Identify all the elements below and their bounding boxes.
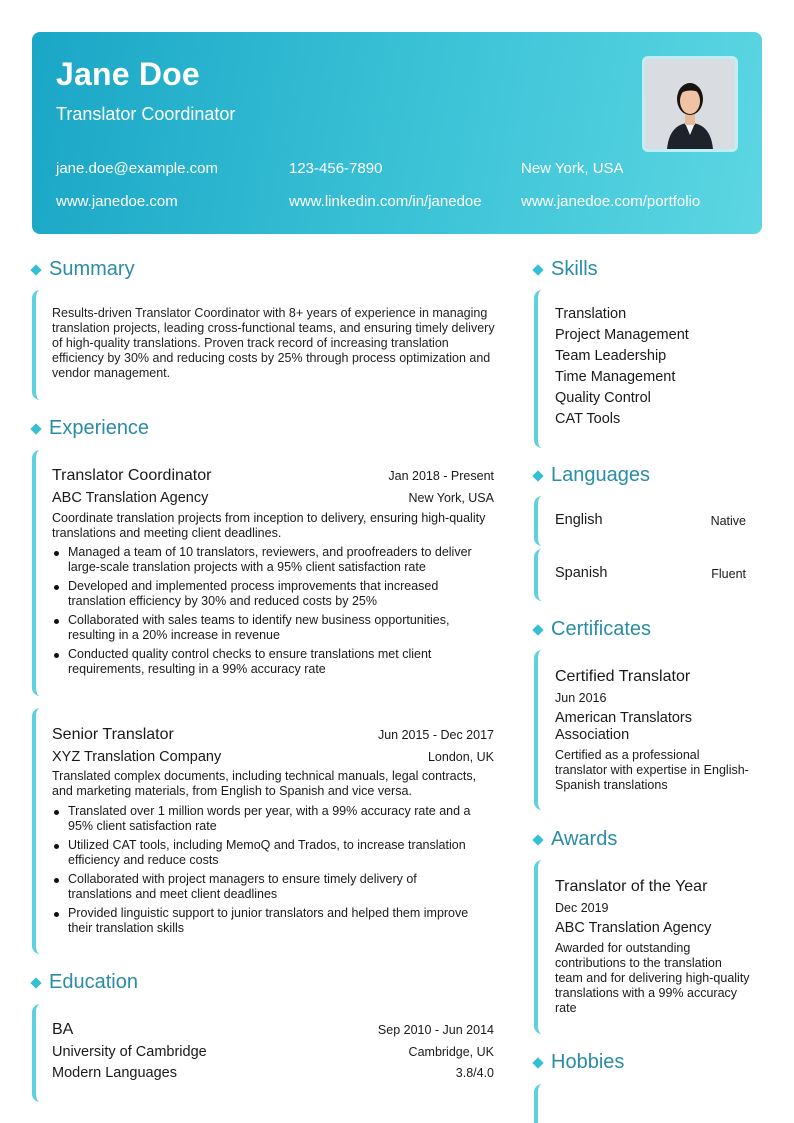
skill-item: Team Leadership — [555, 348, 667, 364]
experience-heading: Experience — [30, 417, 149, 440]
phone-number: 123-456-7890 — [289, 160, 383, 177]
job-title: Senior Translator — [52, 726, 174, 743]
job-location: London, UK — [427, 750, 494, 764]
skill-item: Quality Control — [555, 390, 651, 406]
certificate-date: Jun 2016 — [555, 691, 607, 705]
diamond-icon — [532, 264, 543, 275]
school-name: University of Cambridge — [52, 1044, 207, 1060]
job-date: Jun 2015 - Dec 2017 — [377, 728, 494, 742]
diamond-icon — [30, 264, 41, 275]
award-description: Awarded for outstanding contributions to the translation team and for delivering high-quality translations with a 99% accuracy rate — [555, 941, 750, 1015]
person-photo-icon — [645, 59, 735, 149]
list-item: Provided linguistic support to junior translators and helped them improve their translation skills — [52, 906, 482, 936]
languages-heading: Languages — [532, 464, 650, 487]
location-text: New York, USA — [521, 160, 624, 177]
summary-text: Results-driven Translator Coordinator with 8+ years of experience in managing translation projects, leading cross-functional teams, and ensuring timely delivery of high-quality translations. Proven track record of increasing translation efficiency by 30% and reducing costs by 25% through process optimization and vendor management. — [52, 306, 495, 380]
skill-item: Project Management — [555, 327, 689, 343]
language-accent-bar — [534, 496, 544, 546]
job-description: Translated complex documents, including technical manuals, legal contracts, and marketing materials, from English to Spanish and vice versa. — [52, 769, 477, 798]
gpa: 3.8/4.0 — [455, 1066, 494, 1080]
job-company: ABC Translation Agency — [52, 490, 209, 506]
education-date: Sep 2010 - Jun 2014 — [377, 1023, 494, 1037]
awards-heading: Awards — [532, 828, 617, 851]
job-bullets — [52, 545, 482, 681]
language-accent-bar — [534, 549, 544, 601]
list-item: Collaborated with sales teams to identify new business opportunities, resulting in a 20% increase in revenue — [52, 613, 482, 643]
skills-heading: Skills — [532, 258, 598, 281]
summary-accent-bar — [32, 290, 42, 400]
list-item: Utilized CAT tools, including MemoQ and Trados, to increase translation efficiency and reduce costs — [52, 838, 482, 868]
skill-item: Time Management — [555, 369, 676, 385]
award-title: Translator of the Year — [555, 878, 708, 895]
list-item: Collaborated with project managers to ensure timely delivery of translations and meet client deadlines — [52, 872, 482, 902]
language-level: Fluent — [711, 567, 746, 581]
certificate-title: Certified Translator — [555, 668, 691, 685]
profile-photo — [642, 56, 738, 152]
list-item: Translated over 1 million words per year, with a 99% accuracy rate and a 95% client satisfaction rate — [52, 804, 482, 834]
language-level: Native — [710, 514, 746, 528]
job-location: New York, USA — [408, 491, 494, 505]
experience-accent-bar — [32, 708, 42, 954]
candidate-name: Jane Doe — [56, 56, 200, 92]
diamond-icon — [532, 1057, 543, 1068]
hobbies-heading: Hobbies — [532, 1051, 624, 1074]
field-of-study: Modern Languages — [52, 1065, 177, 1081]
certificate-accent-bar — [534, 650, 544, 810]
list-item: Developed and implemented process improvements that increased translation efficiency by 30% and reduced costs by 25% — [52, 579, 482, 609]
job-description: Coordinate translation projects from inception to delivery, ensuring high-quality translations and meeting client deadlines. — [52, 511, 486, 540]
hobbies-accent-bar — [534, 1084, 544, 1123]
summary-heading: Summary — [30, 258, 135, 281]
skill-item: Translation — [555, 306, 627, 322]
school-location: Cambridge, UK — [408, 1045, 494, 1059]
website-link[interactable]: www.janedoe.com — [56, 193, 178, 210]
education-heading: Education — [30, 971, 138, 994]
portfolio-link[interactable]: www.janedoe.com/portfolio — [521, 193, 701, 210]
job-title: Translator Coordinator — [52, 467, 212, 484]
award-date: Dec 2019 — [555, 901, 609, 915]
job-date: Jan 2018 - Present — [388, 469, 494, 483]
degree: BA — [52, 1021, 74, 1038]
job-bullets — [52, 804, 482, 940]
education-accent-bar — [32, 1004, 42, 1102]
diamond-icon — [532, 470, 543, 481]
resume-header — [32, 32, 762, 234]
diamond-icon — [532, 624, 543, 635]
list-item: Conducted quality control checks to ensure translations met client requirements, resulting in a 99% accuracy rate — [52, 647, 482, 677]
certificates-heading: Certificates — [532, 618, 651, 641]
certificate-description: Certified as a professional translator with expertise in English-Spanish translations — [555, 748, 749, 792]
diamond-icon — [532, 834, 543, 845]
diamond-icon — [30, 423, 41, 434]
certificate-issuer: American Translators Association — [555, 710, 692, 743]
skill-item: CAT Tools — [555, 411, 621, 427]
award-accent-bar — [534, 860, 544, 1034]
linkedin-link[interactable]: www.linkedin.com/in/janedoe — [289, 193, 482, 210]
language-name: Spanish — [555, 565, 608, 581]
language-name: English — [555, 512, 603, 528]
diamond-icon — [30, 977, 41, 988]
experience-accent-bar — [32, 450, 42, 696]
job-company: XYZ Translation Company — [52, 749, 222, 765]
award-issuer: ABC Translation Agency — [555, 920, 712, 936]
skills-accent-bar — [534, 290, 544, 448]
email-link[interactable]: jane.doe@example.com — [56, 160, 218, 177]
candidate-title: Translator Coordinator — [56, 104, 236, 124]
list-item: Managed a team of 10 translators, reviewers, and proofreaders to deliver large-scale translation projects with a 95% client satisfaction rate — [52, 545, 482, 575]
